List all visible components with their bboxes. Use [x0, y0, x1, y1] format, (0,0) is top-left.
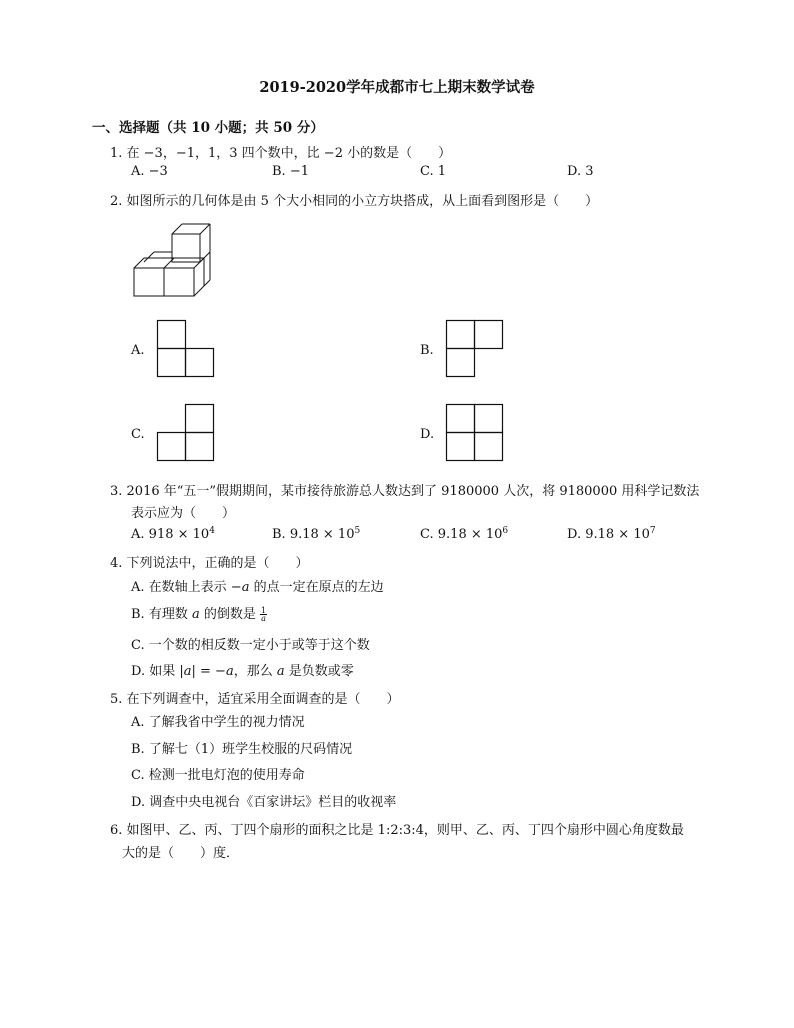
- option-base: 9.18 × 10: [289, 527, 355, 542]
- question-3-stem-line1: 3. 2016 年“五一”假期期间，某市接待旅游总人数达到了 9180000 人次，将 9180000 用科学记数法: [110, 484, 700, 499]
- fraction-denominator: a: [261, 614, 266, 623]
- question-6-stem-line2: 大的是（ ）度．: [122, 846, 240, 861]
- q5-option-d: D. 调查中央电视台《百家讲坛》栏目的收视率: [131, 795, 397, 810]
- q2-figure-b: [446, 320, 504, 378]
- option-base: 9.18 × 10: [437, 527, 503, 542]
- q4-option-c: C. 一个数的相反数一定小于或等于这个数: [131, 638, 370, 653]
- option-exponent: 7: [649, 526, 656, 536]
- q4-d-text-pre: D. 如果 |: [131, 664, 184, 679]
- q4-a-variable: a: [241, 580, 250, 595]
- q4-d-text-mid2: ，那么: [233, 664, 277, 679]
- q2-figure-d: [446, 404, 504, 462]
- q5-option-a: A. 了解我省中学生的视力情况: [131, 715, 305, 730]
- q2-label-d: D.: [420, 427, 435, 442]
- q1-option-a: A. −3: [131, 164, 168, 179]
- option-base: 9.18 × 10: [585, 527, 650, 542]
- q4-b-text-pre: B. 有理数: [131, 607, 192, 622]
- q3-option-b: [272, 526, 360, 542]
- cube-figure: [130, 218, 215, 300]
- option-base: 918 × 10: [148, 527, 210, 542]
- q1-option-d: D. 3: [567, 164, 594, 179]
- q3-option-d: [567, 526, 656, 542]
- q4-a-text-post: 的点一定在原点的左边: [249, 580, 384, 595]
- q1-option-b: B. −1: [272, 164, 309, 179]
- q2-figure-a: [157, 320, 215, 378]
- option-label: C.: [420, 527, 434, 542]
- question-4-stem: 4. 下列说法中，正确的是（ ）: [110, 556, 309, 571]
- option-label: A.: [131, 527, 145, 542]
- question-3-stem-line2: 表示应为（ ）: [131, 506, 236, 521]
- q4-d-variable: a: [225, 664, 234, 679]
- q4-option-a: [131, 576, 384, 595]
- q5-option-c: C. 检测一批电灯泡的使用寿命: [131, 768, 305, 783]
- q4-b-text-mid: 的倒数是: [199, 607, 260, 622]
- q4-b-variable: a: [191, 607, 200, 622]
- q2-figure-c: [157, 404, 215, 462]
- q3-option-a: [131, 526, 215, 542]
- q4-d-text-mid: | = −: [191, 664, 226, 679]
- section-heading: 一、选择题（共 10 小题；共 50 分）: [92, 120, 324, 136]
- question-2-stem: 2. 如图所示的几何体是由 5 个大小相同的小立方块搭成，从上面看到图形是（ ）: [110, 194, 599, 209]
- option-exponent: 6: [502, 526, 509, 536]
- option-label: D.: [567, 527, 582, 542]
- q2-label-a: A.: [131, 343, 145, 358]
- q4-d-variable: a: [183, 664, 192, 679]
- fraction-numerator: 1: [260, 606, 267, 615]
- question-1-stem: 1. 在 −3，−1，1，3 四个数中，比 −2 小的数是（ ）: [110, 146, 452, 161]
- q4-b-fraction: [260, 607, 267, 622]
- option-label: B.: [272, 527, 286, 542]
- q4-d-variable: a: [276, 664, 285, 679]
- q4-option-d: [131, 660, 354, 679]
- option-exponent: 5: [354, 526, 361, 536]
- q5-option-b: B. 了解七（1）班学生校服的尺码情况: [131, 742, 353, 757]
- question-5-stem: 5. 在下列调查中，适宜采用全面调查的是（ ）: [110, 692, 400, 707]
- page-title: 2019-2020学年成都市七上期末数学试卷: [259, 79, 535, 96]
- q4-d-text-post: 是负数或零: [284, 664, 354, 679]
- q1-option-c: C. 1: [420, 164, 447, 179]
- q2-label-b: B.: [420, 343, 434, 358]
- q4-option-b: [131, 603, 267, 622]
- q4-a-text-pre: A. 在数轴上表示 −: [131, 580, 242, 595]
- q3-option-c: [420, 526, 508, 542]
- option-exponent: 4: [209, 526, 215, 536]
- question-6-stem-line1: 6. 如图甲、乙、丙、丁四个扇形的面积之比是 1:2:3:4，则甲、乙、丙、丁四个扇形中圆心角度数最: [110, 823, 684, 838]
- q2-label-c: C.: [131, 427, 145, 442]
